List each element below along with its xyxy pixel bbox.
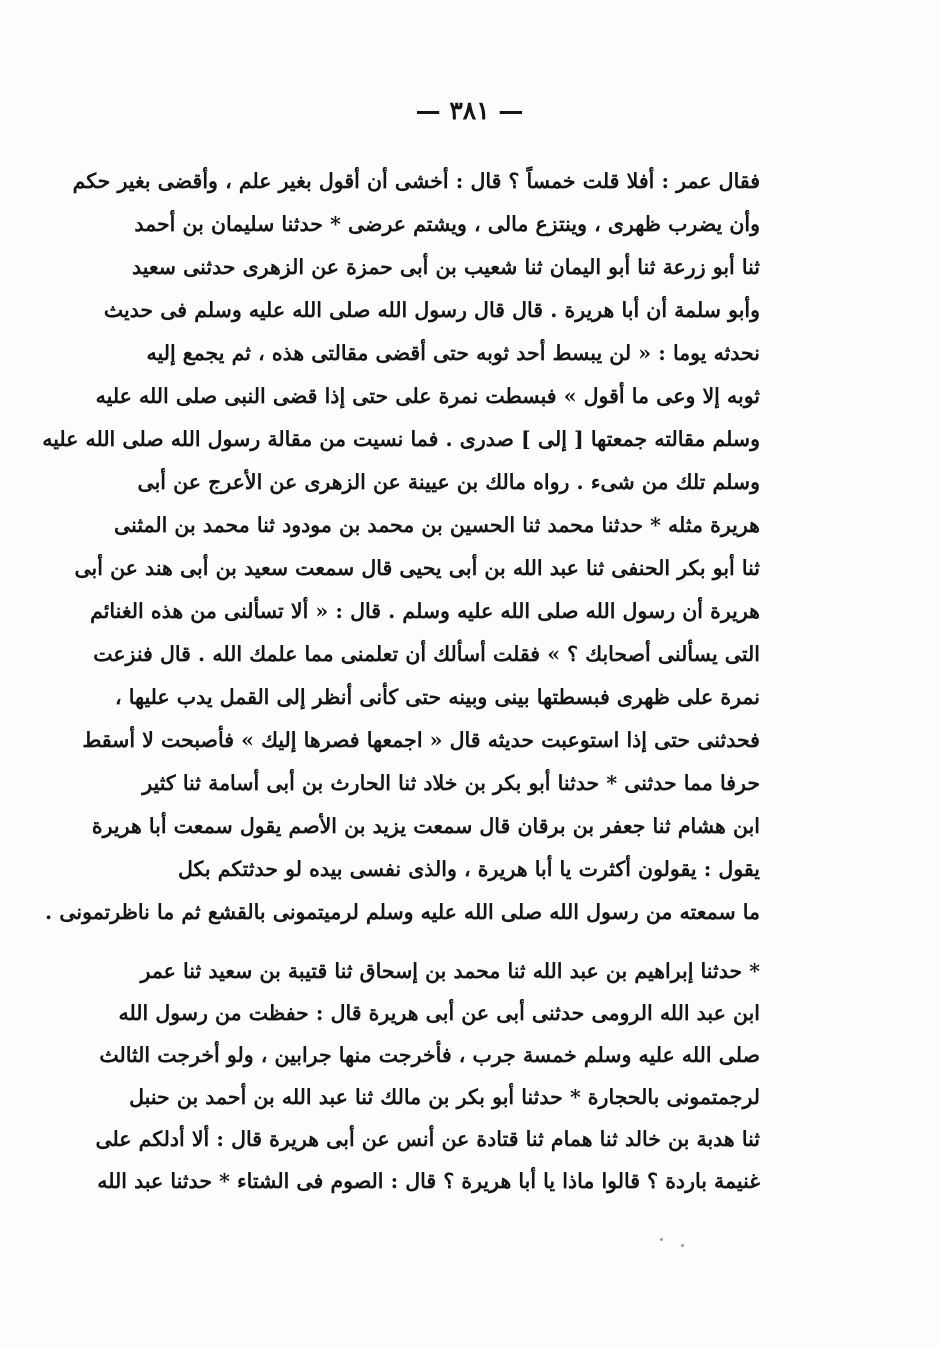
text-line: ثوبه إلا وعى ما أقول » فبسطت نمرة على حتى إذا قضى النبى صلى الله عليه: [95, 384, 760, 408]
text-line: ابن هشام ثنا جعفر بن برقان قال سمعت يزيد بن الأصم يقول سمعت أبا هريرة: [91, 814, 760, 838]
text-line: التى يسألنى أصحابك ؟ » فقلت أسألك أن تعلمنى مما علمك الله . قال فنزعت: [93, 642, 760, 666]
print-speck: [660, 1238, 663, 1241]
text-line: ابن عبد الله الرومى حدثنى أبى عن أبى هريرة قال : حفظت من رسول الله: [118, 1001, 760, 1025]
text-line: وأبو سلمة أن أبا هريرة . قال قال رسول الله صلى الله عليه وسلم فى حديث: [103, 298, 760, 322]
paragraph-2: [95, 950, 760, 1202]
text-line: حرفا مما حدثنى * حدثنا أبو بكر بن خلاد ثنا الحارث بن أبى أسامة ثنا كثير: [142, 771, 760, 795]
text-line: هريرة أن رسول الله صلى الله عليه وسلم . قال : « ألا تسألنى من هذه الغنائم: [90, 599, 760, 623]
text-line: نمرة على ظهرى فبسطتها بينى وبينه حتى كأنى أنظر إلى القمل يدب عليها ،: [115, 685, 760, 709]
text-line: هريرة مثله * حدثنا محمد ثنا الحسين بن محمد بن مودود ثنا محمد بن المثنى: [114, 513, 760, 537]
text-line: فقال عمر : أفلا قلت خمساً ؟ قال : أخشى أن أقول بغير علم ، وأقضى بغير حكم: [72, 169, 760, 193]
text-line: يقول : يقولون أكثرت يا أبا هريرة ، والذى نفسى بيده لو حدثتكم بكل: [178, 857, 760, 881]
text-line: فحدثنى حتى إذا استوعبت حديثه قال « اجمعها فصرها إليك » فأصبحت لا أسقط: [82, 728, 760, 752]
text-line: لرجمتمونى بالحجارة * حدثنا أبو بكر بن مالك ثنا عبد الله بن أحمد بن حنبل: [129, 1085, 760, 1109]
text-line: ما سمعته من رسول الله صلى الله عليه وسلم لرميتمونى بالقشع ثم ما ناظرتمونى .: [45, 900, 760, 924]
text-line: ثنا أبو زرعة ثنا أبو اليمان ثنا شعيب بن أبى حمزة عن الزهرى حدثنى سعيد: [131, 255, 760, 279]
print-speck: [681, 1244, 684, 1247]
text-line: غنيمة باردة ؟ قالوا ماذا يا أبا هريرة ؟ قال : الصوم فى الشتاء * حدثنا عبد الله: [97, 1169, 760, 1193]
text-line: وأن يضرب ظهرى ، وينتزع مالى ، ويشتم عرضى * حدثنا سليمان بن أحمد: [134, 212, 760, 236]
text-line: نحدثه يوما : « لن يبسط أحد ثوبه حتى أقضى مقالتى هذه ، ثم يجمع إليه: [146, 341, 760, 365]
text-line: ثنا هدبة بن خالد ثنا همام ثنا قتادة عن أنس عن أبى هريرة قال : ألا أدلكم على: [95, 1127, 760, 1151]
text-line: صلى الله عليه وسلم خمسة جرب ، فأخرجت منها جرابين ، ولو أخرجت الثالث: [99, 1043, 760, 1067]
paragraph-1: [42, 160, 760, 934]
text-line: وسلم مقالته جمعتها [ إلى ] صدرى . فما نسيت من مقالة رسول الله صلى الله عليه: [42, 427, 760, 451]
page-number: — ٣٨١ —: [415, 96, 524, 125]
text-line: ثنا أبو بكر الحنفى ثنا عبد الله بن أبى يحيى قال سمعت سعيد بن أبى هند عن أبى: [74, 556, 760, 580]
text-line: وسلم تلك من شىء . رواه مالك بن عيينة عن الزهرى عن الأعرج عن أبى: [137, 470, 760, 494]
text-line: * حدثنا إبراهيم بن عبد الله ثنا محمد بن إسحاق ثنا قتيبة بن سعيد ثنا عمر: [140, 959, 760, 983]
